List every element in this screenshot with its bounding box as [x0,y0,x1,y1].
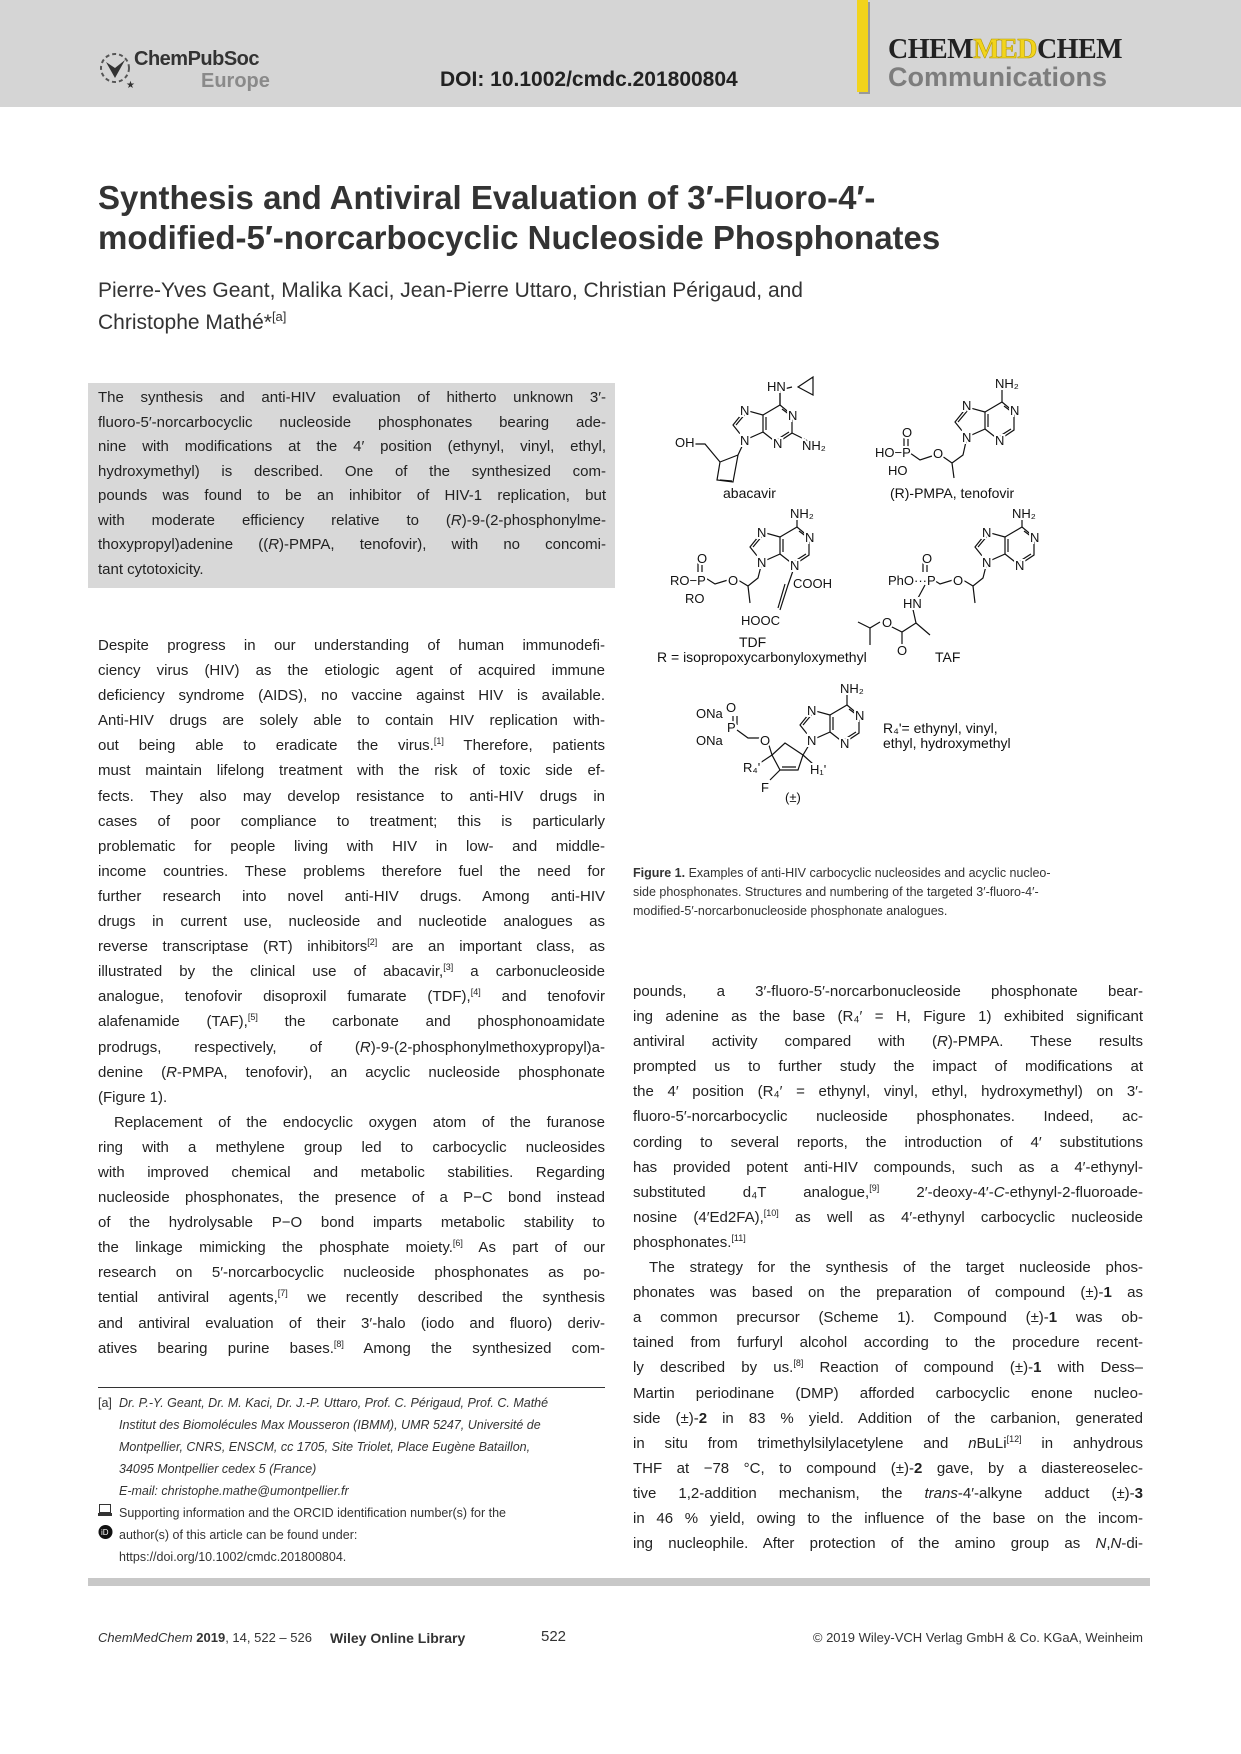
purine-n-labels [807,703,864,751]
purine-n-labels [962,398,1019,448]
svg-text:★: ★ [126,80,135,91]
purine-n-labels [982,525,1039,573]
footnotes [98,1392,608,1568]
body-right-column [633,979,1143,1556]
affiliation-line: 34095 Montpellier cedex 5 (France) [119,1462,317,1476]
svg-text:N: N [740,433,750,448]
authors-line: Pierre-Yves Geant, Malika Kaci, Jean-Pierre Uttaro, Christian Périgaud, and [98,279,803,302]
r4-definition: R₄'= ethynyl, vinyl, [883,720,998,736]
text-line: atives bearing purine bases.[8] Among the synthesized com- [98,1338,605,1357]
text-line: a common precursor (Scheme 1). Compound (±)-1 was ob- [633,1309,1143,1327]
text-line: in 46 % yield, owing to the influence of the base on the incom- [633,1509,1143,1527]
emphasis: R [936,1033,948,1051]
svg-text:N: N [982,555,992,570]
text-line: Martin periodinane (DMP) afforded carbocyclic enone nucleo- [633,1384,1143,1402]
body-left-column [98,633,605,1361]
text-line: tential antiviral agents,[7] we recently described the synthesis [98,1288,605,1307]
text-line: antiviral activity compared with (R)-PMPA. These results [633,1033,1143,1051]
text-line: THF at −78 °C, to compound (±)-2 gave, by a diastereoselec- [633,1459,1143,1477]
atom-label: O [726,700,737,715]
atom-label: H₁' [810,762,827,777]
affiliation-line: Montpellier, CNRS, ENSCM, cc 1705, Site Triolet, Place Eugène Bataillon, [119,1440,531,1454]
text-line: phosphonates.[11] [633,1232,746,1251]
text-line: cases of poor compliance to treatment; this is particularly [98,812,605,830]
atom-label: O [697,551,708,566]
atom-label: PhO···P [888,573,936,588]
text-line: ciency virus (HIV) as the etiologic agent of acquired immune [98,662,605,680]
text-line: illustrated by the clinical use of abacavir,[3] a carbonucleoside [98,962,605,981]
caption-line: modified-5′-norcarbonucleoside phosphonate analogues. [633,904,948,918]
structure-name: TDF [739,634,767,650]
atom-label: HN [767,379,786,394]
affiliation-line: Institut des Biomolécules Max Mousseron (IBMM), UMR 5247, Université de [119,1418,541,1432]
footer-journal: ChemMedChem [98,1630,193,1645]
text-line: research on 5′-norcarbocyclic nucleoside phosphonates as po- [98,1264,605,1282]
emphasis: R [450,511,462,529]
text-line: ring with a methylene group led to carbocyclic nucleosides [98,1138,605,1156]
atom-label: O [922,551,933,566]
structure-target-analogues [696,681,1011,805]
atom-label: HO−P [875,445,911,460]
text-line: drugs in current use, nucleoside and nucleotide analogues as [98,913,605,931]
svg-text:N: N [807,733,817,748]
title-line: Synthesis and Antiviral Evaluation of 3′-Fluoro-4′- [98,179,876,216]
journal-accent-bar [857,0,868,92]
supporting-info-line: author(s) of this article can be found under: [119,1528,358,1542]
citation-ref[interactable]: [5] [247,1012,258,1023]
structure-tenofovir [875,376,1019,501]
title-line: modified-5′-norcarbocyclic Nucleoside Phosphonates [98,219,941,256]
orcid-icon [98,1524,113,1546]
atom-label: F [761,780,769,795]
citation-ref[interactable]: [4] [470,987,481,998]
chempubsoc-logo [98,48,298,98]
supporting-info-line: Supporting information and the ORCID identification number(s) for the [119,1506,506,1520]
atom-label: ONa [696,706,723,721]
svg-text:N: N [805,530,815,545]
citation-ref[interactable]: [12] [1006,1433,1022,1444]
footnote-divider [98,1387,605,1388]
atom-label: O [897,643,908,658]
caption-label: Figure 1. [633,866,686,880]
svg-text:N: N [807,703,817,718]
text-line: with moderate efficiency relative to (R)-9-(2-phosphonylme- [98,511,606,529]
text-line: The synthesis and anti-HIV evaluation of hitherto unknown 3′- [98,389,606,406]
footer-year: 2019 [196,1630,226,1645]
text-line: Despite progress in our understanding of human immunodefi- [98,637,605,654]
structure-name: TAF [935,649,961,665]
text-line: hydroxymethyl) is described. One of the synthesized com- [98,462,606,480]
citation-ref[interactable]: [3] [443,962,454,973]
journal-name-part: CHEM [888,34,974,65]
text-line: thoxypropyl)adenine ((R)-PMPA, tenofovir), with no concomi- [98,536,606,553]
chempubsoc-star-icon [98,48,135,94]
citation-ref[interactable]: [8] [333,1338,344,1349]
text-line: nosine (4′Ed2FA),[10] as well as 4′-ethynyl carbocyclic nucleoside [633,1207,1143,1226]
affiliation-line: Dr. P.-Y. Geant, Dr. M. Kaci, Dr. J.-P. Uttaro, Prof. C. Périgaud, Prof. C. Mathé [119,1396,549,1410]
citation-ref[interactable]: [1] [433,736,444,747]
structure-taf [858,506,1039,665]
copyright: © 2019 Wiley-VCH Verlag GmbH & Co. KGaA, Weinheim [812,1630,1143,1645]
svg-text:N: N [757,525,767,540]
emphasis: N [1110,1535,1122,1553]
svg-text:N: N [740,403,750,418]
affiliation-marker: [a] [98,1396,112,1410]
doi-link[interactable]: DOI: 10.1002/cmdc.201800804 [440,68,738,91]
atom-label: HO [888,463,908,478]
article-title [98,178,1158,258]
atom-label: O [882,615,893,630]
citation-ref[interactable]: [2] [367,937,378,948]
footer-volume-pages: , 14, 522 – 526 [225,1630,312,1645]
emphasis: R [166,1063,177,1081]
structure-abacavir [675,377,826,501]
emphasis: N [1095,1535,1107,1553]
atom-label: HN [903,596,922,611]
svg-text:N: N [788,408,798,423]
text-line: side (±)-2 in 83 % yield. Addition of the carbanion, generated [633,1409,1144,1427]
author-list [98,278,998,336]
atom-label: ONa [696,733,723,748]
text-line: income countries. These problems therefore fuel the need for [98,862,605,880]
text-line: ing nucleophile. After protection of the amino group as N,N-di- [633,1535,1143,1553]
text-line: cording to several reports, the introduction of 4′ substitutions [633,1133,1143,1151]
affiliation-mark[interactable]: [a] [271,309,287,324]
caption-line: Examples of anti-HIV carbocyclic nucleosides and acyclic nucleo- [688,866,1051,880]
citation-ref[interactable]: [9] [869,1182,880,1193]
text-line: fluoro-5′-norcarbocyclic nucleoside phosphonates. Indeed, ac- [633,1108,1143,1126]
abstract-text [98,386,606,582]
supporting-info-link[interactable]: https://doi.org/10.1002/cmdc.201800804. [119,1550,347,1564]
atom-label: COOH [793,576,832,591]
text-line: with improved chemical and metabolic stabilities. Regarding [98,1163,605,1181]
text-line: tant cytotoxicity. [98,560,204,578]
text-line: ly described by us.[8] Reaction of compound (±)-1 with Dess– [633,1358,1143,1377]
atom-label: P [727,720,736,735]
atom-label: R₄' [743,760,761,775]
text-line: further research into novel anti-HIV drugs. Among anti-HIV [98,887,605,905]
svg-text:N: N [840,736,850,751]
emphasis: R [359,1038,371,1056]
svg-text:N: N [1030,530,1040,545]
text-line: pounds was found to be an inhibitor of HIV-1 replication, but [98,487,606,504]
atom-label: NH₂ [995,376,1019,391]
atom-label: O [953,573,964,588]
svg-text:N: N [995,433,1005,448]
footer-bar [88,1578,1150,1586]
text-line: ing adenine as the base (R₄′ = H, Figure 1) exhibited significant [633,1008,1143,1026]
page-number: 522 [541,1628,567,1645]
journal-name-part: CHEM [1036,34,1123,65]
text-line: the 4′ position (R₄′ = ethynyl, vinyl, ethyl, hydroxymethyl) on 3′- [633,1083,1143,1101]
atom-label: O [728,573,739,588]
text-line: must maintain lifelong treatment with the risk of toxic side ef- [98,762,605,780]
atom-label: OH [675,435,695,450]
svg-text:N: N [855,708,865,723]
text-line: fects. They also may develop resistance to anti-HIV drugs in [98,787,605,805]
article-type: Communications [888,62,1108,92]
svg-text:N: N [1010,403,1020,418]
citation-ref[interactable]: [8] [793,1358,804,1369]
emphasis: 2 [698,1409,708,1427]
figure-1-structures [620,360,1240,820]
text-line: has provided potent anti-HIV compounds, such as a 4′-ethynyl- [633,1158,1143,1176]
journal-name-part: MED [973,34,1037,65]
text-line: fluoro-5′-norcarbocyclic nucleoside phosphonates bearing ade- [98,413,606,431]
structure-name: abacavir [723,485,776,501]
text-line: analogue, tenofovir disoproxil fumarate (TDF),[4] and tenofovir [98,987,605,1006]
text-line: and antiviral evaluation of their 3′-halo (iodo and fluoro) deriv- [98,1314,605,1332]
emphasis: C [993,1183,1005,1201]
text-line: Replacement of the endocyclic oxygen atom of the furanose [114,1113,605,1131]
citation-ref[interactable]: [11] [731,1232,746,1243]
svg-text:N: N [1015,558,1025,573]
svg-text:N: N [982,525,992,540]
purine-n-labels [757,525,814,573]
purine-n-labels [740,403,797,451]
text-line: The strategy for the synthesis of the target nucleoside phos- [649,1259,1143,1277]
atom-label: NH₂ [1012,506,1036,521]
svg-text:N: N [962,398,972,413]
atom-label: NH₂ [790,506,814,521]
racemic-label: (±) [785,790,801,805]
atom-label: RO [685,591,705,606]
text-line: the linkage mimicking the phosphate moiety.[6] As part of our [98,1238,605,1257]
caption-line: side phosphonates. Structures and numbering of the targeted 3′-fluoro-4′- [633,885,1039,899]
r-group-definition: R = isopropoxycarbonyloxymethyl [657,649,867,665]
text-line: prompted us to further study the impact of modifications at [633,1058,1143,1076]
atom-label: O [760,733,771,748]
text-line: deficiency syndrome (AIDS), no vaccine against HIV is available. [98,687,605,705]
text-line: alafenamide (TAF),[5] the carbonate and phosphonoamidate [98,1012,606,1031]
text-line: out being able to eradicate the virus.[1] Therefore, patients [98,736,605,755]
text-line: of the hydrolysable P−O bond imparts metabolic stability to [98,1214,605,1232]
atom-label: RO−P [670,573,706,588]
atom-label: NH₂ [802,438,826,453]
logo-text-chempubsoc: ChemPubSoc [134,48,260,70]
svg-text:N: N [757,555,767,570]
svg-text:iD: iD [101,1528,109,1537]
text-line: problematic for people living with HIV in low- and middle- [98,837,605,855]
emphasis: trans [924,1484,958,1502]
text-line: (Figure 1). [98,1088,168,1106]
atom-label: HOOC [741,613,780,628]
structure-name: (R)-PMPA, tenofovir [890,485,1015,501]
wiley-online-library-link[interactable]: Wiley Online Library [330,1630,466,1646]
emphasis: 1 [1033,1359,1042,1377]
emphasis: 3 [1134,1484,1144,1502]
text-line: denine (R-PMPA, tenofovir), an acyclic nucleoside phosphonate [98,1063,605,1081]
supporting-info-icon [98,1502,112,1524]
text-line: substituted d₄T analogue,[9] 2′-deoxy-4′-C-ethynyl-2-fluoroade- [633,1182,1143,1201]
text-line: phonates was based on the preparation of compound (±)-1 as [633,1284,1143,1302]
atom-label: O [902,425,913,440]
atom-label: O [933,446,944,461]
citation-ref[interactable]: [6] [452,1238,463,1249]
logo-text-europe: Europe [201,70,270,92]
atom-label: NH₂ [840,681,864,696]
structure-tdf [657,506,867,665]
emphasis: n [968,1434,977,1452]
text-line: reverse transcriptase (RT) inhibitors[2] are an important class, as [98,937,605,956]
text-line: tained from furfuryl alcohol according to the procedure recent- [633,1334,1143,1352]
emphasis: 1 [1048,1309,1058,1327]
text-line: tive 1,2-addition mechanism, the trans-4′-alkyne adduct (±)-3 [633,1484,1144,1502]
authors-line: Christophe Mathé* [98,311,272,334]
svg-text:N: N [773,436,783,451]
r4-definition: ethyl, hydroxymethyl [883,735,1011,751]
text-line: prodrugs, respectively, of (R)-9-(2-phosphonylmethoxypropyl)a- [98,1038,605,1056]
text-line: Anti-HIV drugs are solely able to contain HIV replication with- [98,712,605,730]
emphasis: R [268,536,280,553]
citation-ref[interactable]: [7] [277,1288,288,1299]
text-line: nucleoside phosphonates, the presence of a P−C bond instead [98,1189,605,1207]
text-line: pounds, a 3′-fluoro-5′-norcarbonucleoside phosphonate bear- [633,983,1143,1000]
text-line: in situ from trimethylsilylacetylene and nBuLi[12] in anhydrous [633,1433,1144,1452]
email-link[interactable]: E-mail: christophe.mathe@umontpellier.fr [119,1484,349,1498]
svg-text:N: N [790,558,800,573]
page-footer [98,1630,1143,1650]
citation-ref[interactable]: [10] [763,1207,779,1218]
emphasis: 1 [1103,1284,1112,1302]
figure-caption [633,864,1133,921]
emphasis: 2 [913,1459,923,1477]
text-line: nine with modifications at the 4′ position (ethynyl, vinyl, ethyl, [98,438,606,455]
svg-text:N: N [962,430,972,445]
